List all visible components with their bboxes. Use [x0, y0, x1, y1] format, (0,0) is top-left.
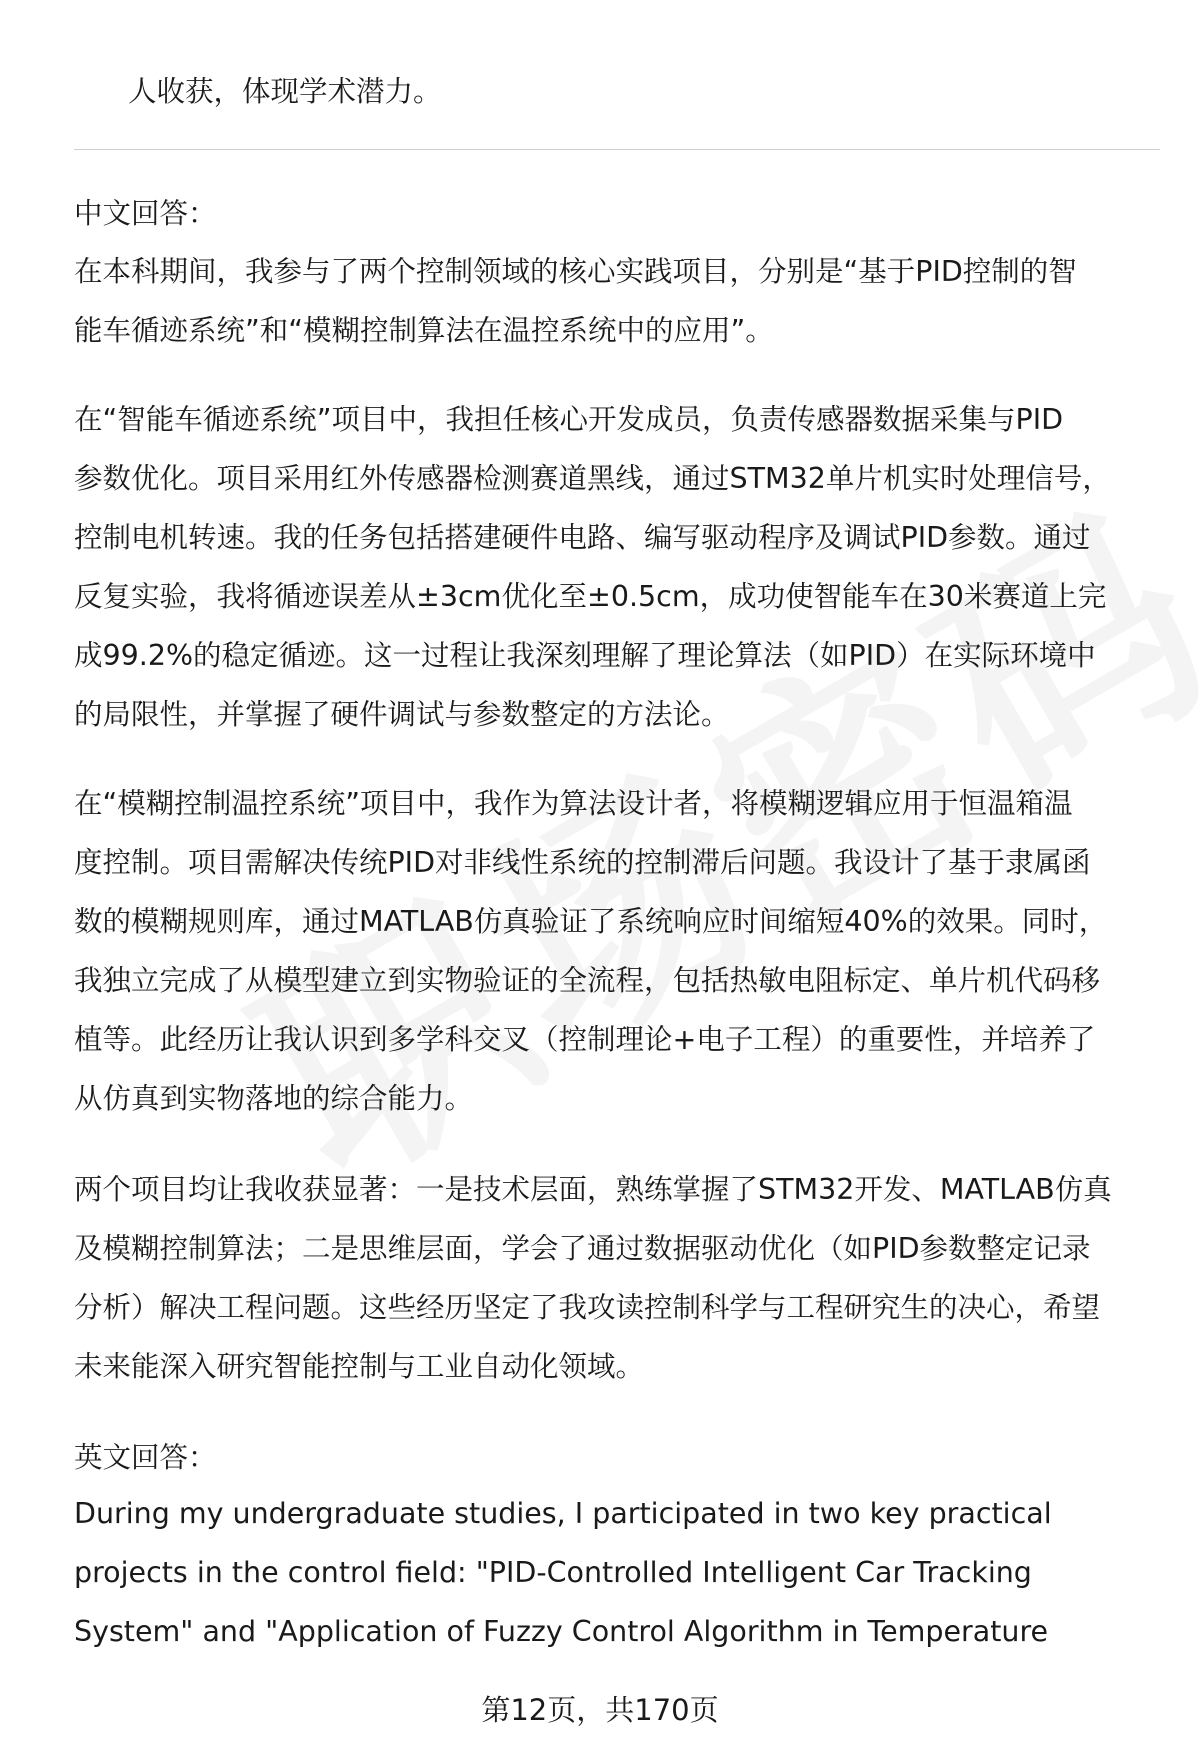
paragraph-car-project — [74, 390, 1160, 744]
text-line: 两个项目均让我收获显著：一是技术层面，熟练掌握了STM32开发、MATLAB仿真 — [74, 1173, 1112, 1206]
text-line: 的局限性，并掌握了硬件调试与参数整定的方法论。 — [74, 698, 730, 731]
text-line: System" and "Application of Fuzzy Control Algorithm in Temperature — [74, 1615, 1049, 1648]
continued-line: 人收获，体现学术潜力。 — [128, 75, 442, 108]
text-line: 我独立完成了从模型建立到实物验证的全流程，包括热敏电阻标定、单片机代码移 — [74, 964, 1101, 997]
text-line: 度控制。项目需解决传统PID对非线性系统的控制滞后问题。我设计了基于隶属函 — [74, 846, 1091, 879]
text-line: 成99.2%的稳定循迹。这一过程让我深刻理解了理论算法（如PID）在实际环境中 — [74, 639, 1096, 672]
paragraph-intro — [74, 242, 1160, 360]
text-line: 能车循迹系统”和“模糊控制算法在温控系统中的应用”。 — [74, 314, 774, 347]
text-line: 未来能深入研究智能控制与工业自动化领域。 — [74, 1350, 645, 1383]
text-line: 控制电机转速。我的任务包括搭建硬件电路、编写驱动程序及调试PID参数。通过 — [74, 521, 1091, 554]
text-line: 反复实验，我将循迹误差从±3cm优化至±0.5cm，成功使智能车在30米赛道上完 — [74, 580, 1107, 613]
text-line: 在“智能车循迹系统”项目中，我担任核心开发成员，负责传感器数据采集与PID — [74, 403, 1064, 436]
text-line: 植等。此经历让我认识到多学科交叉（控制理论+电子工程）的重要性，并培养了 — [74, 1023, 1096, 1056]
text-line: 数的模糊规则库，通过MATLAB仿真验证了系统响应时间缩短40%的效果。同时， — [74, 905, 1108, 938]
english-answer-heading: 英文回答： — [74, 1441, 217, 1474]
text-line: projects in the control field: "PID-Controlled Intelligent Car Tracking — [74, 1556, 1032, 1589]
page-number: 第12页，共170页 — [481, 1693, 719, 1727]
text-line: 从仿真到实物落地的综合能力。 — [74, 1082, 474, 1115]
chinese-answer-heading: 中文回答： — [74, 197, 217, 230]
text-line: 参数优化。项目采用红外传感器检测赛道黑线，通过STM32单片机实时处理信号， — [74, 462, 1111, 495]
text-line: 在本科期间，我参与了两个控制领域的核心实践项目，分别是“基于PID控制的智 — [74, 255, 1077, 288]
paragraph-summary — [74, 1160, 1160, 1396]
text-line: 在“模糊控制温控系统”项目中，我作为算法设计者，将模糊逻辑应用于恒温箱温 — [74, 787, 1073, 820]
paragraph-english — [74, 1484, 1160, 1661]
paragraph-fuzzy-project — [74, 774, 1160, 1128]
text-line: 及模糊控制算法；二是思维层面，学会了通过数据驱动优化（如PID参数整定记录 — [74, 1232, 1091, 1265]
divider — [74, 149, 1160, 150]
text-line: During my undergraduate studies, I participated in two key practical — [74, 1497, 1052, 1530]
text-line: 分析）解决工程问题。这些经历坚定了我攻读控制科学与工程研究生的决心，希望 — [74, 1291, 1101, 1324]
